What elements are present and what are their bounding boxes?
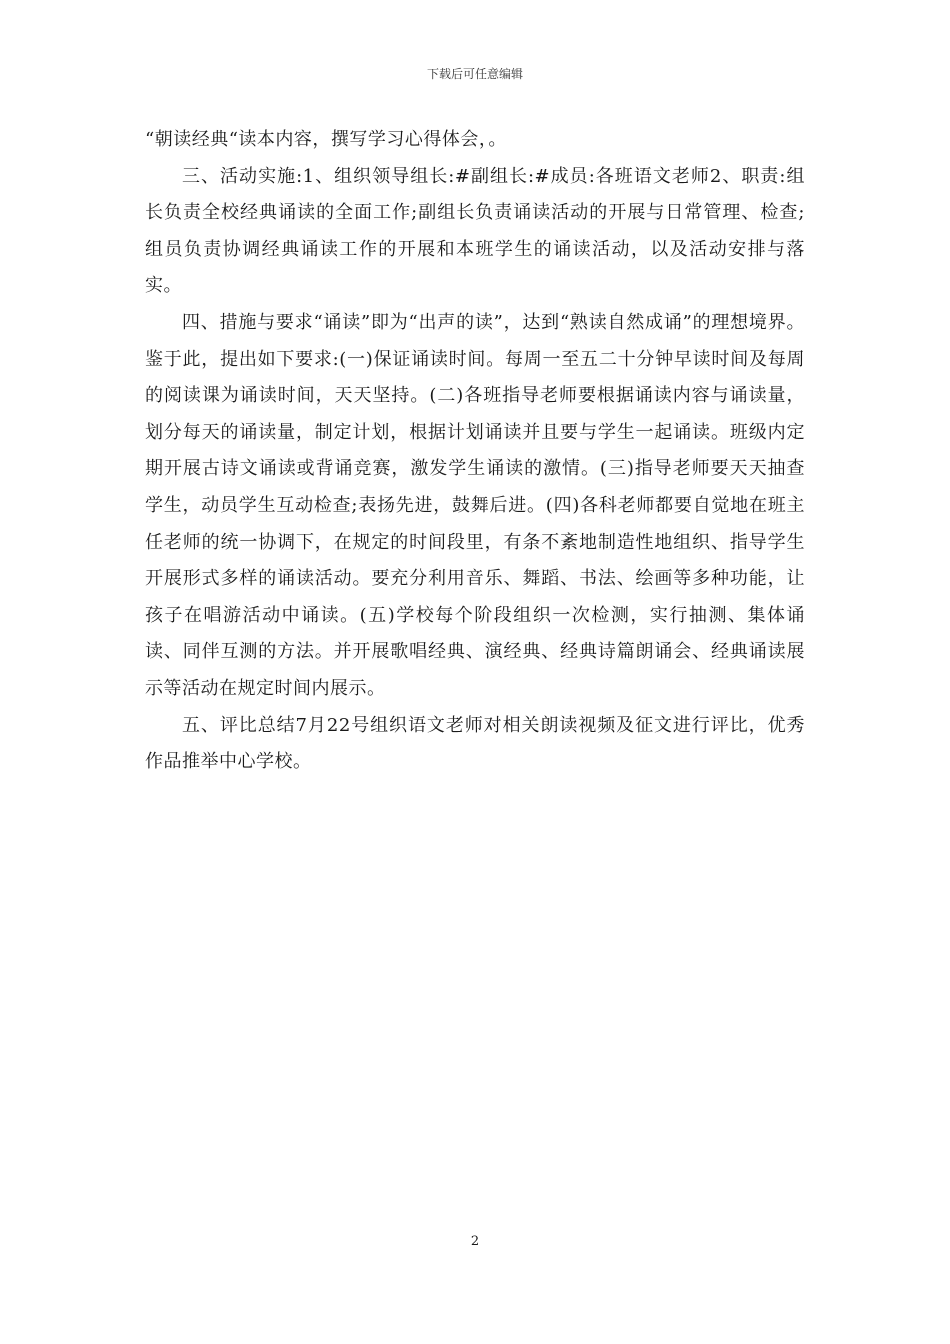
paragraph-activity-implementation: 三、活动实施:1、组织领导组长:#副组长:#成员:各班语文老师2、职责:组长负责全校经典诵读的全面工作;副组长负责诵读活动的开展与日常管理、检查;组员负责协调经典诵读工作的开展和本班学生的诵读活动，以及活动安排与落实。 [145,165,805,297]
paragraph-continuation: “朝读经典“读本内容，撰写学习心得体会，。 [145,129,507,150]
page-header-note: 下载后可任意编辑 [426,67,523,81]
document-body [145,122,805,781]
paragraph-evaluation-summary: 五、评比总结7月22号组织语文老师对相关朗读视频及征文进行评比，优秀作品推举中心学校。 [145,714,805,773]
page-number: 2 [470,1234,480,1249]
paragraph-measures-requirements: 四、措施与要求“诵读”即为“出声的读”，达到“熟读自然成诵”的理想境界。鉴于此，提出如下要求:(一)保证诵读时间。每周一至五二十分钟早读时间及每周的阅读课为诵读时间，天天坚持。(二)各班指导老师要根据诵读内容与诵读量，划分每天的诵读量，制定计划，根据计划诵读并且要与学生一起诵读。班级内定期开展古诗文诵读或背诵竞赛，激发学生诵读的激情。(三)指导老师要天天抽查学生，动员学生互动检查;表扬先进，鼓舞后进。(四)各科老师都要自觉地在班主任老师的统一协调下，在规定的时间段里，有条不紊地制造性地组织、指导学生开展形式多样的诵读活动。要充分利用音乐、舞蹈、书法、绘画等多种功能，让孩子在唱游活动中诵读。(五)学校每个阶段组织一次检测，实行抽测、集体诵读、同伴互测的方法。并开展歌唱经典、演经典、经典诗篇朗诵会、经典诵读展示等活动在规定时间内展示。 [145,311,805,699]
